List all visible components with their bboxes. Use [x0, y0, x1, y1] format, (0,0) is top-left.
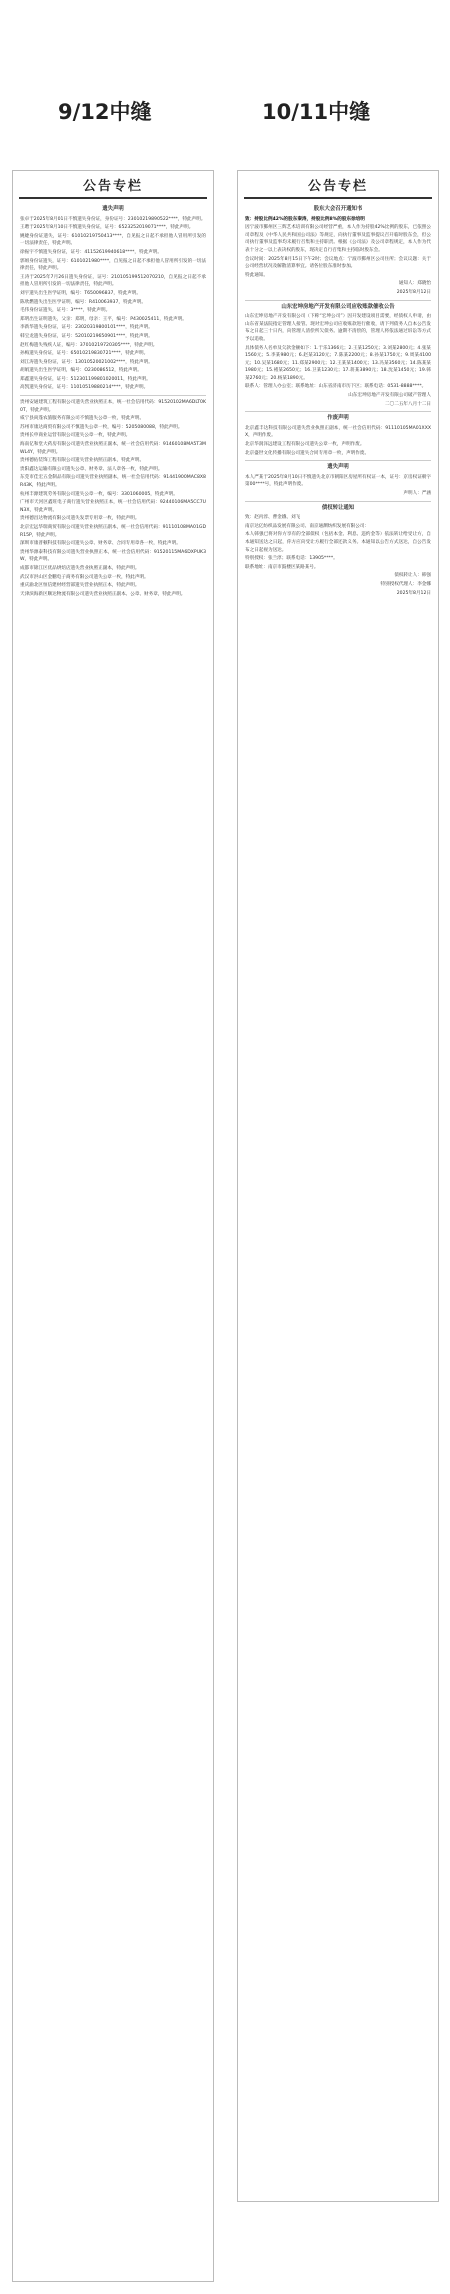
loss-notice-item: 王聘于2025年8月10日不慎遗失身份证，证号：6523252019071****，特此声明。: [20, 225, 194, 231]
meeting-paragraph: 因宁波市鄞州区三辉艺术培训有限公司经营严重，本人作为持股42%比例的股东，已依照公司章程及《中华人民共和国公司法》等规定，向执行董事及监事提议召开临时股东会，但公司执行董事及监事均未履行召集和主持职责。根据《公司法》及公司章程规定，本人作为代表十分之一以上表决权的股东，现决定自行召集和主持临时股东会。: [245, 225, 431, 253]
company-notice-item: 贵州安通建筑工程有限公司遗失营业执照正本，统一社会信用代码：91520102MA6DLT0K0T，特此声明。: [20, 400, 206, 413]
loss-notice-sign: 声明人：严涵: [403, 491, 431, 496]
loss-notice-item: 徐振宇不慎遗失身份证，证号：41152619940618****，特此声明。: [20, 249, 162, 255]
receivable-notice-title: 山东宏坤房地产开发有限公司应收账款催收公告: [281, 303, 395, 310]
meeting-notice-body: [245, 224, 431, 279]
receivable-paragraph: 具体债务人名单及欠款金额如下：1.于乐1366元；2.王某1250元；3.刘某2800元；4.张某1560元；5.李某980元；6.赵某3120元；7.陈某2200元；8.孙某1750元；9.周某4100元；10.吴某1680元；11.郑某2900元；12.王某某1400元；13.冯某3560元；14.陈某某1980元；15.褚某2650元；16.卫某1230元；17.蒋某3890元；18.沈某1450元；19.韩某2760元；20.杨某1890元。: [245, 345, 431, 381]
receivable-paragraph: 山东宏坤房地产开发有限公司（下称“宏坤公司”）因开发建设项目需要，经债权人申请，由山东省某法院指定管理人接管。现对宏坤公司应收账款进行催收，请下列债务人自本公告发布之日起三十日内，向管理人清偿所欠债务。逾期不清偿的，管理人将依法通过诉讼等方式予以追收。: [245, 314, 431, 342]
loss-notice-item: 刘宇遗失出生医学证明，编号：T650096837，特此声明。: [20, 290, 141, 296]
creditor-paragraph: 本人韩强已将对你方享有的全部债权（包括本金、利息、违约金等）依法转让给受让方，自本通知送达之日起，你方应向受让方履行全部还款义务。本通知以公告方式送达，自公告发布之日起视为送达。: [245, 532, 431, 553]
company-notice-item: 成都市锦江区优品烘焙店遗失营业执照正副本，特此声明。: [20, 565, 140, 571]
company-notice-item: 贵阳鑫达运输有限公司遗失公章、财务章、法人章各一枚，特此声明。: [20, 466, 163, 472]
loss-notice-item: 郭姐身份证遗失，证号：6101021980****，自见报之日起不承担他人冒用所引发的一切法律责任，特此声明。: [20, 258, 206, 272]
loss-notice-item: 张卓于2025年8月01日不慎遗失身份证，身份证号：23010219890522****，特此声明。: [20, 216, 206, 222]
loss-notice-item: 陈欣燃遗失出生医学证明，编号：R410063937，特此声明。: [20, 299, 146, 305]
company-notice-item: 苏州市康达商贸有限公司不慎遗失公章一枚，编号：5205080088，特此声明。: [20, 424, 183, 430]
left-column-body: [13, 199, 213, 603]
meeting-paragraph: 特此通知。: [245, 272, 268, 278]
void-notice-item: 北京鑫丰达科技有限公司遗失营业执照正副本，统一社会信用代码：91110105MA01XXXX，声明作废。: [245, 425, 431, 439]
meeting-notice-title: 股东大会召开通知书: [313, 206, 363, 212]
right-notice-column: [237, 170, 439, 2202]
loss-notice-item: 王涛于2025年7月26日遗失身份证，证号：210105199512070210，自见报之日起不承担他人冒用所引发的一切法律责任，特此声明。: [20, 274, 206, 288]
creditor-paragraph: 致：赵丙淳、曹金娥、刘飞: [245, 515, 301, 521]
meeting-notice-date: 2025年8月12日: [396, 289, 431, 295]
void-notice-title: 作废声明: [327, 415, 349, 422]
meeting-notice-subtitle: 致：持股比例42%的股东秦涛，持股比例8%的股东徐培明: [245, 216, 365, 222]
loss-notice-item: 赵红梅遗失残疾人证，编号：37010219720305****，特此声明。: [20, 342, 158, 348]
left-notice-column: [12, 170, 214, 2282]
loss-notice-body: 本人严某于2025年8月10日不慎遗失北京市朝阳区房屋所有权证一本，证号：京房权证朝字第00****号，特此声明作废。: [245, 474, 431, 488]
creditor-paragraph: 南京达亿纺织品发展有限公司、南京通渊纺织发展有限公司：: [245, 523, 370, 529]
right-column-title: 公告专栏: [244, 171, 432, 199]
right-header-title: 10/11中缝: [262, 100, 371, 124]
right-column-body: [238, 199, 438, 602]
company-notice-item: 天津滨海新区顺达物流有限公司遗失营业执照正副本、公章、财务章，特此声明。: [20, 591, 186, 597]
company-notice-item: 贵州华源泰科技有限公司遗失营业执照正本，统一社会信用代码：91520115MA6DXPUK3W，特此声明。: [20, 549, 206, 563]
loss-notice-item: 韩宝龙遗失身份证，证号：52010219650901****，特此声明。: [20, 333, 153, 339]
section-divider: [245, 460, 431, 461]
company-notice-item: 北京宏远华瑞商贸有限公司遗失营业执照正副本，统一社会信用代码：91110108MA01GDR15P，特此声明。: [20, 524, 206, 538]
section-divider: [245, 411, 431, 412]
loss-notice-list: [20, 216, 206, 392]
company-notice-item: 东莞市佳宏五金制品有限公司遗失营业执照副本，统一社会信用代码：91441900MAC8X8R43K，特此声明。: [20, 475, 206, 488]
loss-notice-item: 高凯遗失身份证，证号：11010519880214****，特此声明。: [20, 385, 149, 391]
meeting-paragraph: 会议时间：2025年8月15日下午2时；会议地点：宁波市鄞州区公司住所；会议议题：关于公司经营状况及解散清算事宜。请各位股东准时参加。: [245, 256, 431, 270]
creditor-notice-sign-2: 特别授权代理人：李金娜: [380, 581, 431, 587]
section-divider: [245, 300, 431, 301]
company-notice-item: 广州市天河区鑫旺电子商行遗失营业执照正本，统一社会信用代码：92440106MA5CC7UN3X，特此声明。: [20, 500, 206, 513]
company-notice-item: 贵州长申商业运营有限公司遗失公章一枚，特此声明。: [20, 433, 131, 439]
creditor-notice-sign: 债权转让人：韩强: [394, 573, 431, 579]
company-notice-item: 贵州德佑装饰工程有限公司遗失营业执照正副本，特此声明。: [20, 458, 145, 464]
company-notice-item: 重庆渝北区恒信建材经营部遗失营业执照正本，特此声明。: [20, 583, 140, 589]
company-notice-list: [20, 399, 206, 598]
creditor-paragraph: 特别授权：张兰淳；联系电话：13905****。: [245, 556, 338, 562]
company-notice-item: 深圳市康普顿科技有限公司遗失公章、财务章、合同专用章各一枚，特此声明。: [20, 541, 181, 547]
creditor-notice-body: [245, 514, 431, 571]
receivable-notice-sign: 山东宏坤房地产开发有限公司破产管理人: [348, 393, 431, 399]
left-header-title: 9/12中缝: [58, 100, 152, 124]
loss-notice-item: 郑明出生证明遗失，父亲：郑明，母亲：王平，编号：P430025411，特此声明。: [20, 316, 187, 322]
company-notice-item: 杭州丰源建筑劳务有限公司遗失公章一枚，编号：3301060005，特此声明。: [20, 491, 178, 497]
left-column-title: 公告专栏: [19, 171, 207, 199]
void-notice-body: [245, 425, 431, 457]
company-notice-item: 武汉市洪山区金鹏电子商务有限公司遗失公章一枚，特此声明。: [20, 574, 149, 580]
section-divider: [245, 501, 431, 502]
loss-notice-item: 姚婕身份证遗失，证号：61010219750413****，自见报之日起不承担他人冒用所引发的一切法律责任，特此声明。: [20, 233, 206, 247]
loss-notice-item: 毛伟身份证遗失，证号：3****，特此声明。: [20, 308, 111, 314]
receivable-notice-date: 二〇二五年八月十二日: [385, 401, 431, 407]
void-notice-item: 北京华润泽远建设工程有限公司遗失公章一枚，声明作废。: [245, 442, 365, 448]
creditor-paragraph: 联系地址：南京市鼓楼区某路某号。: [245, 564, 319, 570]
company-notice-item: 贵州德昌达物流有限公司遗失发票专用章一枚，特此声明。: [20, 516, 140, 522]
loss-notice-item: 胡娟遗失出生医学证明，编号：O230086512，特此声明。: [20, 368, 142, 374]
company-notice-item: 海南亿和堂大药房有限公司遗失营业执照正副本，统一社会信用代码：91460108MA5T3MWL4Y，特此声明。: [20, 442, 206, 455]
loss-notice-item: 李新华遗失身份证，证号：23020319800101****，特此声明。: [20, 325, 153, 331]
loss-notice-item: 郑鑫遗失身份证，证号：512301199801020011，特此声明。: [20, 376, 151, 382]
section-divider: [20, 395, 206, 396]
loss-notice-item: 孙梅遗失身份证，证号：65010219830721****，特此声明。: [20, 351, 149, 357]
loss-notice-title: 遗失声明: [327, 464, 349, 471]
company-notice-item: 威宁县尚蓬农旅服务有限公司不慎遗失公章一枚，特此声明。: [20, 416, 145, 422]
loss-section-heading: 遗失声明: [102, 206, 124, 212]
receivable-notice-body: [245, 313, 431, 391]
receivable-paragraph: 联系人：管理人办公室；联系地址：山东省济南市历下区；联系电话：0531-8888****。: [245, 384, 427, 390]
creditor-notice-title: 债权转让通知: [321, 504, 355, 511]
creditor-notice-date: 2025年8月12日: [396, 590, 431, 596]
page-header: [0, 0, 450, 180]
loss-notice-item: 刘江涛遗失身份证，证号：13010520021002****，特此声明。: [20, 359, 153, 365]
void-notice-item: 北京盛世文化传播有限公司遗失合同专用章一枚，声明作废。: [245, 450, 370, 456]
meeting-notice-sign: 通知人：郑晓怡: [398, 281, 431, 287]
